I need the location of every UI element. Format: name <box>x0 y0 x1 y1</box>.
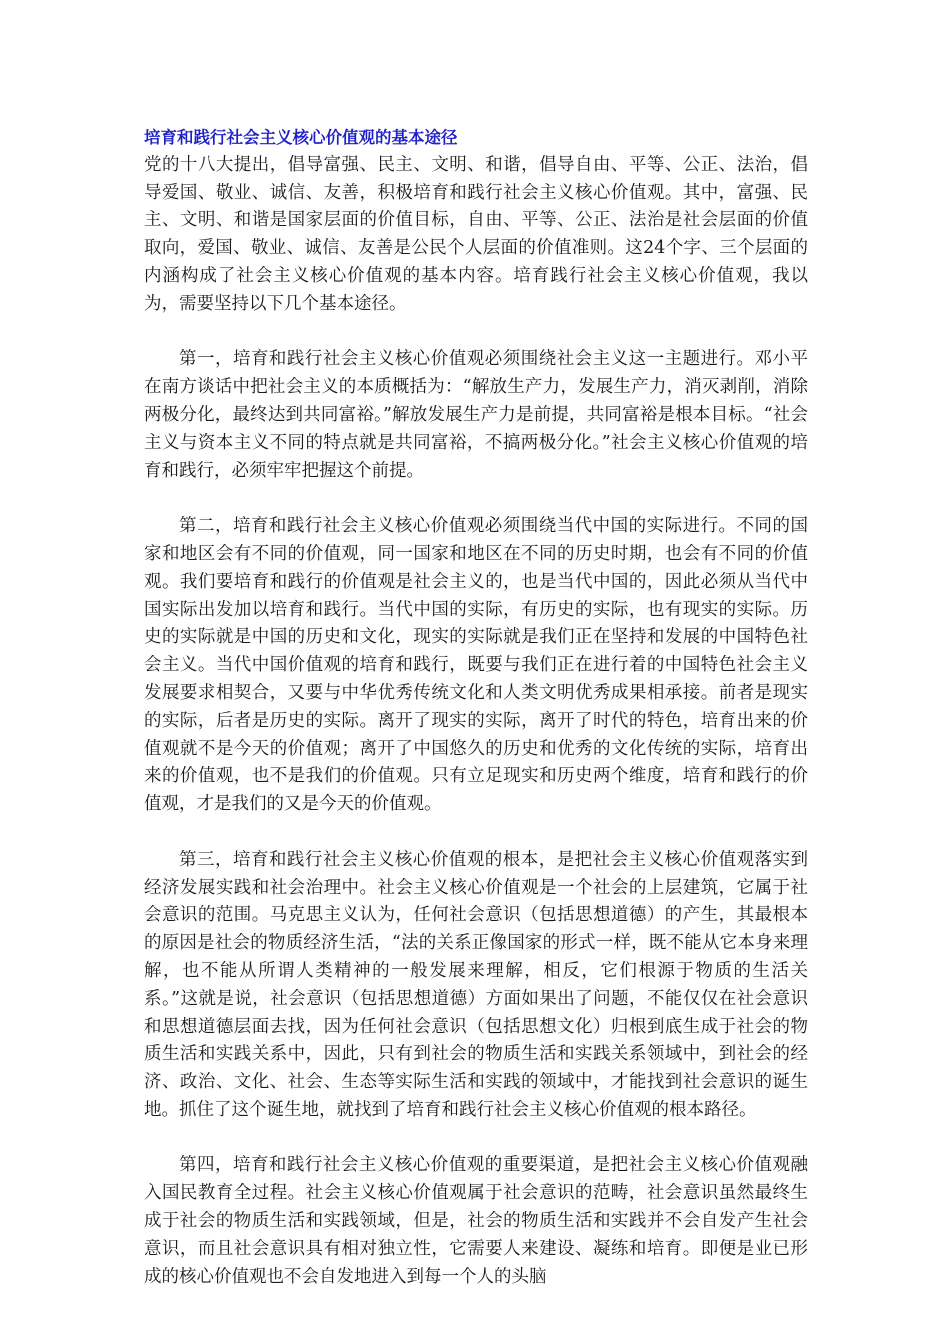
intro-paragraph: 党的十八大提出，倡导富强、民主、文明、和谐，倡导自由、平等、公正、法治，倡导爱国、敬业、诚信、友善，积极培育和践行社会主义核心价值观。其中，富强、民主、文明、和谐是国家层面的价值目标，自由、平等、公正、法治是社会层面的价值取向，爱国、敬业、诚信、友善是公民个人层面的价值准则。这24个字、三个层面的内涵构成了社会主义核心价值观的基本内容。培育践行社会主义核心价值观，我以为，需要坚持以下几个基本途径。 <box>144 154 808 314</box>
paragraph-fourth: 第四，培育和践行社会主义核心价值观的重要渠道，是把社会主义核心价值观融入国民教育全过程。社会主义核心价值观属于社会意识的范畴，社会意识虽然最终生成于社会的物质生活和实践领域，但是，社会的物质生活和实践并不会自发产生社会意识，而且社会意识具有相对独立性，它需要人来建设、凝练和培育。即便是业已形成的核心价值观也不会自发地进入到每一个人的头脑 <box>144 1155 808 1287</box>
document-title: 培育和践行社会主义核心价值观的基本途径 <box>144 128 458 147</box>
paragraph-first: 第一，培育和践行社会主义核心价值观必须围绕社会主义这一主题进行。邓小平在南方谈话中把社会主义的本质概括为：“解放生产力，发展生产力，消灭剥削，消除两极分化，最终达到共同富裕。”解放发展生产力是前提，共同富裕是根本目标。“社会主义与资本主义不同的特点就是共同富裕，不搞两极分化。”社会主义核心价值观的培育和践行，必须牢牢把握这个前提。 <box>144 349 808 481</box>
paragraph-third: 第三，培育和践行社会主义核心价值观的根本，是把社会主义核心价值观落实到经济发展实践和社会治理中。社会主义核心价值观是一个社会的上层建筑，它属于社会意识的范围。马克思主义认为，任何社会意识（包括思想道德）的产生，其最根本的原因是社会的物质经济生活，“法的关系正像国家的形式一样，既不能从它本身来理解，也不能从所谓人类精神的一般发展来理解，相反，它们根源于物质的生活关系。”这就是说，社会意识（包括思想道德）方面如果出了问题，不能仅仅在社会意识和思想道德层面去找，因为任何社会意识（包括思想文化）归根到底生成于社会的物质生活和实践关系中，因此，只有到社会的物质生活和实践关系领域中，到社会的经济、政治、文化、社会、生态等实际生活和实践的领域中，才能找到社会意识的诞生地。抓住了这个诞生地，就找到了培育和践行社会主义核心价值观的根本路径。 <box>144 849 808 1120</box>
paragraph-second: 第二，培育和践行社会主义核心价值观必须围绕当代中国的实际进行。不同的国家和地区会有不同的价值观，同一国家和地区在不同的历史时期，也会有不同的价值观。我们要培育和践行的价值观是社会主义的，也是当代中国的，因此必须从当代中国实际出发加以培育和践行。当代中国的实际，有历史的实际，也有现实的实际。历史的实际就是中国的历史和文化，现实的实际就是我们正在坚持和发展的中国特色社会主义。当代中国价值观的培育和践行，既要与我们正在进行着的中国特色社会主义发展要求相契合，又要与中华优秀传统文化和人类文明优秀成果相承接。前者是现实的实际，后者是历史的实际。离开了现实的实际，离开了时代的特色，培育出来的价值观就不是今天的价值观；离开了中国悠久的历史和优秀的文化传统的实际，培育出来的价值观，也不是我们的价值观。只有立足现实和历史两个维度，培育和践行的价值观，才是我们的又是今天的价值观。 <box>144 516 808 815</box>
document-page <box>144 124 808 1291</box>
